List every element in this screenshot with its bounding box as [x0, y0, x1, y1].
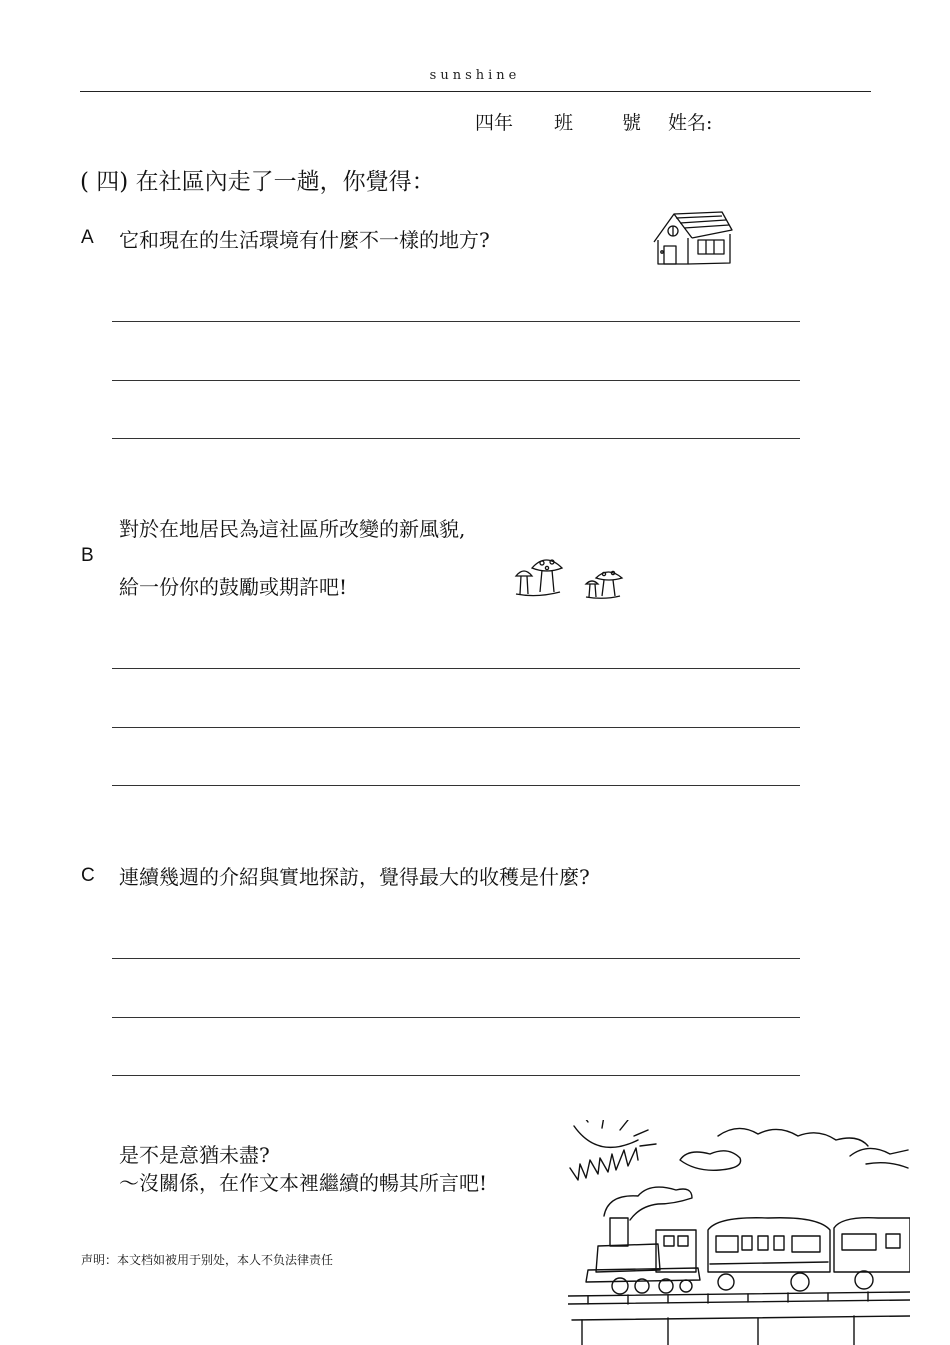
question-b-text-line1: 對於在地居民為這社區所改變的新風貌, — [119, 517, 466, 541]
house-illustration — [650, 208, 734, 268]
answer-line[interactable] — [112, 1075, 800, 1076]
answer-line[interactable] — [112, 380, 800, 381]
closing-line-1: 是不是意猶未盡? — [119, 1143, 270, 1167]
answer-line[interactable] — [112, 668, 800, 669]
answer-line[interactable] — [112, 1017, 800, 1018]
question-b-text-line2: 給一份你的鼓勵或期許吧! — [119, 575, 348, 599]
answer-line[interactable] — [112, 321, 800, 322]
section-heading: ( 四) 在社區內走了一趟，你覺得： — [80, 169, 435, 195]
question-a-text: 它和現在的生活環境有什麼不一樣的地方? — [119, 228, 490, 252]
closing-line-2: ～沒關係，在作文本裡繼續的暢其所言吧! — [119, 1171, 488, 1195]
name-label: 姓名: — [668, 112, 713, 134]
answer-line[interactable] — [112, 958, 800, 959]
answer-line[interactable] — [112, 785, 800, 786]
answer-line[interactable] — [112, 438, 800, 439]
question-c-text: 連續幾週的介紹與實地探訪，覺得最大的收穫是什麼? — [119, 865, 590, 889]
number-label: 號 — [622, 112, 642, 134]
header-divider — [80, 91, 871, 92]
footer-disclaimer: 声明：本文档如被用于别处，本人不负法律责任 — [81, 1253, 334, 1267]
question-a-letter: A — [81, 227, 94, 248]
question-c-letter: C — [81, 865, 95, 886]
grade-label: 四年 — [475, 112, 514, 134]
question-b-letter: B — [81, 545, 94, 566]
class-label: 班 — [554, 112, 574, 134]
answer-line[interactable] — [112, 727, 800, 728]
header-brand: sunshine — [429, 68, 521, 83]
mushroom-illustration — [512, 554, 627, 602]
train-illustration — [568, 1120, 910, 1345]
